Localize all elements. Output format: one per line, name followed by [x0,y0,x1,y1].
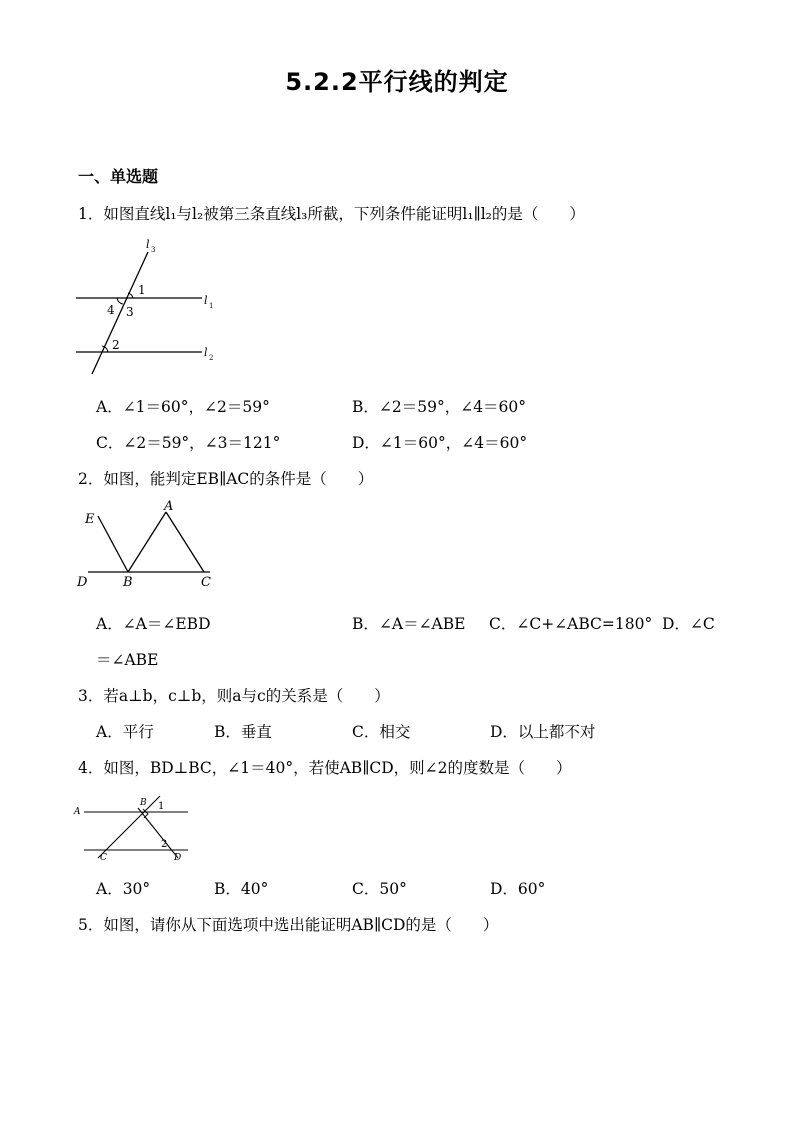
question-2-stem: 2．如图，能判定EB∥AC的条件是（ ） [78,470,374,488]
question-1-figure [70,236,230,376]
q3-option-b[interactable]: B．垂直 [214,723,272,741]
label-a: A [164,499,174,514]
section-heading: 一、单选题 [78,167,159,186]
q4-option-d[interactable]: D．60° [490,880,546,898]
q1-option-b[interactable]: B．∠2＝59°，∠4＝60° [352,398,527,416]
label-b: B [140,798,147,808]
label-angle-3: 3 [126,305,134,319]
label-angle-4: 4 [107,303,115,317]
question-3-stem: 3．若a⊥b，c⊥b，则a与c的关系是（ ） [78,687,390,705]
label-e: E [85,512,95,527]
label-angle-1: 1 [158,801,165,812]
label-angle-2: 2 [161,839,168,850]
label-d: D [174,853,182,863]
q3-option-d[interactable]: D．以上都不对 [490,723,596,741]
segment-bc [98,796,160,858]
q1-option-d[interactable]: D．∠1＝60°，∠4＝60° [352,434,528,452]
label-c: C [100,853,107,863]
segment-ac [166,512,204,572]
label-l3-sub: 3 [151,246,156,254]
q3-option-a[interactable]: A．平行 [96,723,154,741]
q1-option-c[interactable]: C．∠2＝59°，∠3＝121° [96,434,281,452]
label-l2-sub: 2 [209,354,214,362]
label-angle-2: 2 [112,338,120,352]
segment-ba [128,512,166,572]
q3-option-c[interactable]: C．相交 [352,723,411,741]
question-1-stem: 1．如图直线l₁与l₂被第三条直线l₃所截，下列条件能证明l₁∥l₂的是（ ） [78,205,585,223]
q1-option-a[interactable]: A．∠1＝60°，∠2＝59° [96,398,270,416]
label-a: A [74,807,81,817]
question-2-figure [74,496,224,592]
label-c: C [201,575,211,590]
label-l1-sub: 1 [209,302,214,310]
label-d: D [77,575,88,590]
question-4-figure [72,790,192,864]
segment-eb [98,516,128,572]
question-5-stem: 5．如图，请你从下面选项中选出能证明AB∥CD的是（ ） [78,916,499,934]
angle-4-arc [117,298,123,304]
label-b: B [123,575,133,590]
q4-option-a[interactable]: A．30° [96,880,151,898]
q2-option-d-continued: ＝∠ABE [96,651,159,669]
label-angle-1: 1 [138,283,146,297]
question-4-stem: 4．如图，BD⊥BC，∠1＝40°，若使AB∥CD，则∠2的度数是（ ） [78,759,572,777]
angle-1-arc [128,293,133,298]
label-l1: l [204,294,208,307]
q2-option-d[interactable]: D．∠C [662,615,715,633]
label-l3: l [146,238,150,251]
q4-option-b[interactable]: B．40° [214,880,269,898]
q2-option-c[interactable]: C．∠C+∠ABC=180° [489,615,653,633]
q2-option-a[interactable]: A．∠A＝∠EBD [96,615,211,633]
q4-option-c[interactable]: C．50° [352,880,407,898]
q2-option-b[interactable]: B．∠A＝∠ABE [352,615,466,633]
page-title: 5.2.2平行线的判定 [285,68,509,96]
label-l2: l [204,346,208,359]
line-l3 [92,252,148,374]
